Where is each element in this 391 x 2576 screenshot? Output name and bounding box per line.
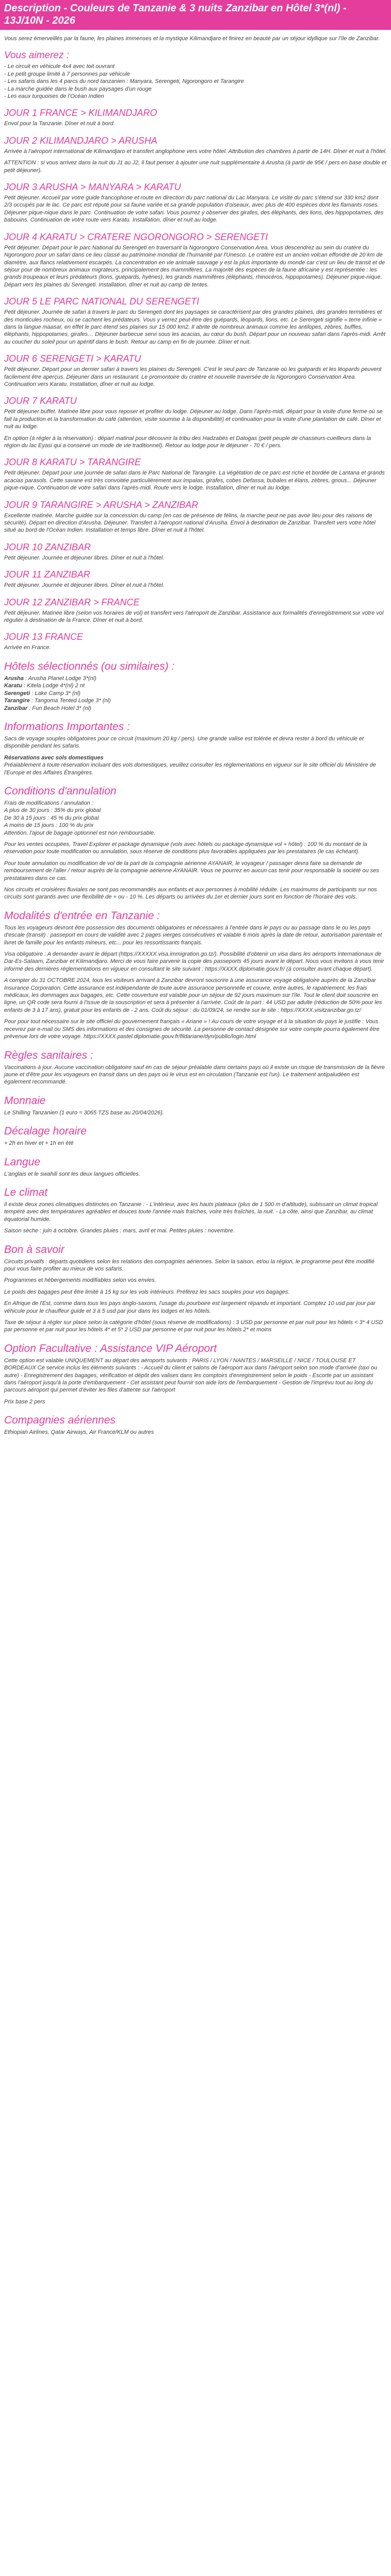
list-item: A plus de 30 jours : 35% du prix global (4, 807, 101, 814)
day-text: Arrivée à l'aéroport international de Kilimandjaro et transfert anglophone vers votre hôtel. Attribution des chambres à partir de 14H. Dîner et nuit à l'hôtel. (4, 148, 387, 155)
bon-text: Circuits privatifs : départs quotidiens selon les relations des compagnies aériennes. Selon la saison, et/ou la région, le programme peut être modifié pour vous faire profiter au mieux de vos safaris. (4, 1258, 374, 1272)
day-heading: JOUR 12 ZANZIBAR > FRANCE (4, 597, 140, 607)
conditions-list (4, 800, 387, 837)
day-text: Petit déjeuner. Journée et déjeuner libres. Dîner et nuit à l'hôtel. (4, 554, 165, 561)
climat-text: Saison sèche : juin à octobre. Grandes pluies : mars, avril et mai. Petites pluies : novembre. (4, 1228, 235, 1234)
bon-text: Taxe de séjour à régler sur place selon la catégorie d'hôtel (sous réserve de modifications) : 3 USD par personne et par nuit pour les hôtels < 3* 4 USD par personne et par nuit pour les hôtels 4* et 5* 2 USD par personne et par nuit pour les hôtels 2* et moins (4, 1319, 383, 1333)
aimerez-list (4, 63, 387, 100)
option-heading: Option Facultative : Assistance VIP Aéroport (4, 1342, 217, 1354)
list-item: - Les eaux turquoises de l'Océan Indien (4, 93, 104, 100)
day-text: Petit déjeuner. Départ pour le parc National du Serengeti en traversant la Ngorongoro Conservation Area. Vous descendrez au sein du cratère du Ngorongoro pour un safari dans ce lieu classé au patrimoine mondial de l'humanité par l'Unesco. Le cratère est un ancien volcan effondré de 20 km de diamètre, aux flancs relativement escarpés. La concentration en vie animale sauvage y est la plus importante du monde car c'est un lieu de transit et de séjour pour de nombreux animaux migrateurs, principalement des mammifères. La majorité des espèces de la faune africaine y est représentée : les grands troupeaux et leurs prédateurs (lions, guépards, hyènes), les grands mammifères (éléphants, rhinocéros, hippopotames). Déjeuner pique-nique. Départ vers les plaines du Serengeti. Installation, dîner et nuit au camp de tentes. (4, 244, 385, 288)
content (0, 30, 391, 1447)
day-heading: JOUR 5 LE PARC NATIONAL DU SERENGETI (4, 296, 200, 307)
conditions-text: Pour toute annulation ou modification de vol de la part de la compagnie aérienne AYANAIR, le voyageur / passager devra faire sa demande de remboursement de l'aller / retour auprès de la compagnie aérienne AYANAIR. Vous ne pourrez en aucun cas tenir pour responsable la société ou ses prestataires dans ce cas. (4, 860, 379, 882)
day-text: Petit déjeuner. Départ pour un dernier safari à travers les plaines du Serengeti. C'est le seul parc de Tanzanie où les guépards et les léopards peuvent facilement être aperçus. Déjeuner dans un restaurant. Le promontoire du cratère et nouvelle traversée de la Ngorongoro Conservation Area. Continuation vers Karatu. Installation, dîner et nuit au lodge. (4, 366, 382, 387)
day-heading: JOUR 1 FRANCE > KILIMANDJARO (4, 108, 157, 118)
day-heading: JOUR 6 SERENGETI > KARATU (4, 353, 141, 364)
day-heading: JOUR 13 FRANCE (4, 632, 84, 642)
climat-text: Il existe deux zones climatiques distinctes en Tanzanie : - L'intérieur, avec les hauts plateaux (plus de 1 500 m d'altitude), subissant un climat tropical tempéré avec des températures agréables et douces toute l'année mais fraîches, voire très fraîches, la nuit. - La côte, ainsi que Zanzibar, au climat équatorial humide. (4, 1201, 378, 1223)
list-item: Tarangire : Tangoma Tented Lodge 3* (nl) (4, 698, 111, 704)
day-text: Petit déjeuner. Accueil par votre guide francophone et route en direction du parc national du Lac Manyara. Le visite du parc s'étend sur 330 km2 dont 2/3 occupés par le lac. Ce parc est réputé pour sa faune variée et sa grande population d'oiseaux, avec plus de 400 espèces dont les flamants roses. Déjeuner pique-nique dans le parc. Continuation de votre safari. Vous pourrez y observer des girafes, des éléphants, des lions, des hippopotames, des babouins. Continuation de votre route vers Karatu. Installation, dîner et nuit au lodge. (4, 195, 384, 224)
info-text: Sacs de voyage souples obligatoires pour ce circuit (maximum 20 kg / pers). Une grande valise est tolérée et devra rester à bord du véhicule et disponible pendant les safaris. (4, 735, 364, 750)
day-text: ATTENTION : si vous arrivez dans la nuit du J1 au J2, il faut penser à ajouter une nuit supplémentaire à Arusha (à partir de 95€ / pers en base double et petit déjeuner). (4, 160, 387, 174)
modalites-text: Visa obligatoire : A demander avant le départ (https://XXXXX.visa.immigration.go.tz/). Possibilité d'obtenir un visa dans les aéroports internationaux de Dar-Es-Salaam, Zanzibar et Kilimandjaro. Merci de vous faire parvenir la copie des passeports 45 jours avant le départ. Nous vous invitons à vous tenir informé des dernières réglementations en vigueur en consultant le site suivant : https://XXXX.diplomatie.gouv.fr/ (à consulter avant chaque départ). (4, 951, 384, 972)
list-item: A moins de 15 jours : 100 % du prix (4, 822, 94, 829)
conditions-text: Nos circuits et croisières fluviales ne sont pas recommandés aux enfants et aux personnes à mobilité réduite. Les maximums de participants sur nos circuits sont garantis avec une flexibilité de + ou - 10 %. Les départs ou arrivées du 1er et dernier jours sont en fonction de l'horaire des vols. (4, 887, 377, 901)
list-item: - Le circuit en véhicule 4x4 avec toit ouvrant (4, 63, 115, 70)
list-item: Frais de modifications / annulation : (4, 800, 94, 806)
day-heading: JOUR 3 ARUSHA > MANYARA > KARATU (4, 182, 181, 193)
day-text: En option (à régler à la réservation) : départ matinal pour découvrir la tribu des Hadzabés et Datogas (petit peuple de chasseurs-cueilleurs dans la région du lac Eyasi qui a conservé un mode de vie traditionnel). Retour au lodge pour le déjeuner - 70 € / pers. (4, 435, 371, 449)
langue-text: L'anglais et le swahili sont les deux langues officielles. (4, 1171, 140, 1177)
option-text: Cette option est valable UNIQUEMENT au départ des aéroports suivants : PARIS / LYON / NANTES / MARSEILLE / NICE / TOULOUSE ET BORDEAUX Ce service inclus les éléments suivants : - Accueil du client et salons de l'aéroport aux dans l'aéroport selon son mode d'arrivée (taxi ou autre) - Enregistrement des bagages, vérification et dépôt des valises dans les comptoirs d'enregistrement selon le poids - Escorte par un assistant dans l'aéroport jusqu'à la porte d'embarquement - Cet assistant peut fournir son aide lors de l'embarquement - Gestion de l'imprévu tout au long du parcours aéroport qui permet d'éviter les files d'attente sur l'aéroport (4, 1357, 378, 1394)
monnaie-heading: Monnaie (4, 1094, 46, 1107)
list-item: De 30 à 15 jours : 45 % du prix global (4, 815, 99, 821)
bon-text: En Afrique de l'Est, comme dans tous les pays anglo-saxons, l'usage du pourboire est largement répandu et important. Comptez 10 usd par jour par véhicule pour le chauffeur guide et 3 à 5 usd par jour dans les lodges et les hôtels. (4, 1300, 376, 1314)
bon-heading: Bon à savoir (4, 1243, 64, 1256)
list-item: Zanzibar : Fun Beach Hotel 3* (nl) (4, 705, 91, 711)
regles-text: Vaccinations à jour. Aucune vaccination obligatoire sauf en cas de séjour préalable dans certains pays où il existe un risque de transmission de la fièvre jaune et d'être pour les voyageurs en transit dans un des pays où le virus est en circulation (Tanzanie est l'un). Le traitement antipaludéen est également recommandé. (4, 1064, 385, 1086)
day-text: Petit déjeuner. Départ pour une journée de safari dans le Parc National de Tarangire. La végétation de ce parc est riche et bordée de Lantana et grands acacias parasols. Cette savane est très convoitée particulièrement aux impalas, girafes, cobes Defassa, bubales et élans, zèbres, gnous... Déjeuner pique-nique. Continuation de votre safari dans l'après-midi. Route vers le lodge. Installation, dîner et nuit au lodge. (4, 470, 385, 492)
day-text: Arrivée en France. (4, 645, 51, 651)
intro-text: Vous serez émerveillés par la faune, les plaines immenses et la mystique Kilimandjaro et finirez en beauté par un séjour idyllique sur l'île de Zanzibar. (4, 36, 380, 42)
hotels-list (4, 675, 387, 712)
page-title: Description - Couleurs de Tanzanie & 3 nuits Zanzibar en Hôtel 3*(nl) - 13J/10N - 2026 (0, 0, 391, 30)
decalage-heading: Décalage horaire (4, 1125, 87, 1138)
compagnies-heading: Compagnies aériennes (4, 1414, 116, 1427)
modalites-text: Pour pour tout nécessaire sur le site officiel du gouvernement français « Ariane » ! Au cours de votre voyage et à la situation du pays le justifie : Vous recevrez par e-mail ou SMS des informations et des consignes de sécurité. La personne de contact désignée sur votre compte pourra également être prévenue lors de votre voyage. https://XXXX.pastel.diplomatie.gouv.fr/fildariane/dyn/public/login.html (4, 1019, 380, 1040)
modalites-text: A compter du 31 OCTOBRE 2024, tous les visiteurs arrivant à Zanzibar devront souscrire à une assurance voyage obligatoire auprès de la Zanzibar Insurance Corporation. Cette assurance est indépendante de toute autre assurance personnelle et couvre, entre autres, le rapatriement, les frais médicaux, les dommages aux bagages, etc. Cette couverture est valable pour un séjour de 92 jours maximum sur l'île. Tout le client doit souscrire en ligne, un QR code sera fourni à l'issue de la souscription et sera à présenter à l'arrivée. Coût de la part : 44 USD par adulte (réduction de 50% pour les enfants de 3 à 17 ans), gratuit pour les enfants de - 2 ans. Coût du séjour : du 01/09/24, se rendre sur le site : https://XXXX.visitzanzibar.go.tz/ (4, 977, 382, 1013)
day-heading: JOUR 4 KARATU > CRATERE NGORONGORO > SERENGETI (4, 231, 268, 242)
monnaie-text: Le Shilling Tanzanien (1 euro = 3065 TZS base au 20/04/2026). (4, 1109, 164, 1116)
list-item: Karatu : Kitela Lodge 4*(nl) 2 nt (4, 683, 85, 689)
day-text: Envol pour la Tanzanie. Dîner et nuit à bord. (4, 121, 115, 127)
modalites-text: Tous les voyageurs devront être possession des documents obligatoires et nécessaires à l'entrée dans le pays ou au passage dans le ou les pays d'escale (transit) : passeport en cours de validité avec 2 pages vierges consécutives et valable 6 mois après la date de retour, autorisation parentale et livret de famille pour les enfants mineurs, etc... pour les ressortissants français. (4, 924, 382, 946)
langue-heading: Langue (4, 1156, 41, 1168)
day-heading: JOUR 11 ZANZIBAR (4, 569, 90, 580)
bon-text: Le poids des bagages peut être limité à 15 kg sur les vols intérieurs. Préférez les sacs souples pour vos bagages. (4, 1289, 290, 1295)
day-heading: JOUR 10 ZANZIBAR (4, 541, 91, 552)
list-item: Arusha : Arusha Planet Lodge 3*(nl) (4, 675, 96, 682)
compagnies-text: Ethiopian Airlines, Qatar Airways, Air France/KLM ou autres (4, 1429, 154, 1436)
list-item: - La marche guidée dans le bush aux paysages d'un rouge (4, 86, 152, 92)
climat-heading: Le climat (4, 1186, 48, 1198)
regles-heading: Règles sanitaires : (4, 1049, 93, 1061)
day-text: Petit déjeuner. Journée et déjeuner libres. Dîner et nuit à l'hôtel. (4, 582, 165, 589)
list-item: Attention, l'ajout de bagage optionnel est non remboursable. (4, 829, 156, 836)
list-item: - Les safaris dans les 4 parcs du nord tanzanien : Manyara, Serengeti, Ngorongoro et Tarangire (4, 78, 244, 85)
day-text: Petit déjeuner. Matinée libre (selon vos horaires de vol) et transfert vers l'aéroport de Zanzibar. Assistance aux formalités d'enregistrement sur votre vol régulier à destination de la France. Dîner et nuit à bord. (4, 609, 384, 624)
info-subheading: Réservations avec sols domestiques (4, 754, 104, 761)
day-text: Petit déjeuner buffet. Matinée libre pour vous reposer et profiter du lodge. Déjeuner au lodge. Dans l'après-midi, départ pour la visite d'une ferme où se fait la production et la transformation du café (attention, visite soumise à la disponibilité) et continuation pour la visite d'une plantation de café. Dîner et nuit au lodge. (4, 409, 383, 430)
decalage-text: + 2h en hiver et + 1h en été (4, 1140, 74, 1147)
day-heading: JOUR 9 TARANGIRE > ARUSHA > ZANZIBAR (4, 499, 199, 510)
aimerez-heading: Vous aimerez : (4, 50, 70, 61)
option-price: Prix base 2 pers (4, 1398, 45, 1405)
hotels-heading: Hôtels sélectionnés (ou similaires) : (4, 660, 175, 672)
list-item: - Le petit groupe limité à 7 personnes par véhicule (4, 71, 130, 77)
bon-text: Programmes et hébergements modifiables selon vos envies. (4, 1277, 156, 1284)
modalites-heading: Modalités d'entrée en Tanzanie : (4, 909, 160, 922)
info-text: Préalablement à toute réservation incluant des vols domestiques, veuillez consulter les réglementations en vigueur sur le site officiel du Ministère de l'Europe et des Affaires Étrangères. (4, 762, 376, 776)
day-text: Excellente matinée. Marche guidée sur la concession du camp (en cas de présence de félins, la marche peut ne pas avoir lieu pour des raisons de sécurité). Départ en direction d'Arusha. Déjeuner. Transfert à l'aéroport national d'Arusha. Envol à destination de Zanzibar. Transfert vers votre hôtel situé au bord de l'Océan Indien. Installation et temps libre. Dîner et nuit à l'hôtel. (4, 512, 376, 534)
day-heading: JOUR 2 KILIMANDJARO > ARUSHA (4, 135, 157, 146)
day-text: Petit déjeuner. Journée de safari à travers le parc du Serengeti dont les paysages se caractérisent par des grandes plaines, des grandes termitières et des monticules rocheux, où se cachent les prédateurs. Vous y verrez peut-être des guépards, léopards, lions, etc. Le Serengeti signifie « terre infinie » dans la langue maasaï, en effet le parc étend ses plaines sur 15 000 km2. Il abrite de nombreux animaux comme les antilopes, zèbres, buffles, éléphants, hippopotames, girafes… Déjeuner barbecue servi sous les acacias, au cœur du bush. Départ pour un nouveau safari dans l'après-midi. Arrêt au coucher du soleil pour un apéritif dans le bush. Retour au camp en fin de journée. Dîner et nuit. (4, 309, 386, 345)
day-heading: JOUR 7 KARATU (4, 396, 77, 406)
list-item: Serengeti : Lake Camp 3* (nl) (4, 690, 80, 697)
conditions-heading: Conditions d'annulation (4, 785, 117, 797)
infos-heading: Informations Importantes : (4, 720, 130, 733)
day-heading: JOUR 8 KARATU > TARANGIRE (4, 457, 141, 468)
conditions-text: Pour les ventes occupées, Travel Explorer et package dynamique (vols avec hôtels ou package dynamique vol + hôtel) : 100 % du montant de la réservation pour toute modification ou annulation, sous réserve de conditions plus favorables appliquées par les prestataires (le cas échéant). (4, 841, 367, 855)
